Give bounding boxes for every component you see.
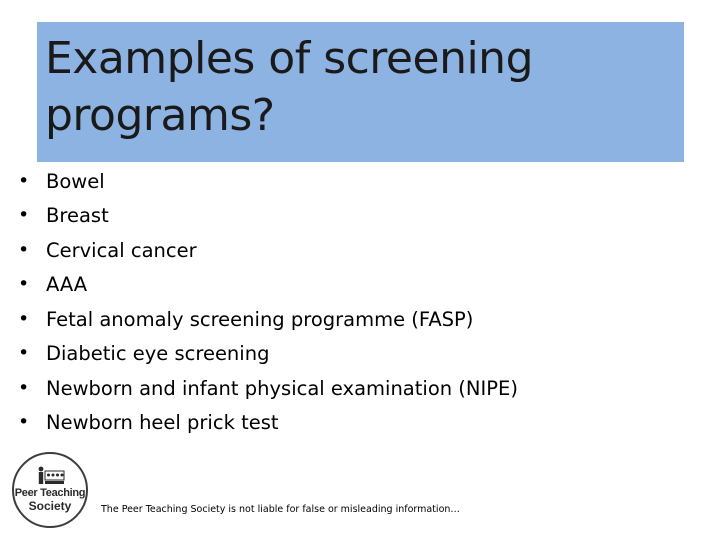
bullet-icon: •	[18, 376, 30, 399]
peer-teaching-society-logo	[12, 452, 88, 528]
list-item	[18, 233, 518, 268]
bullet-icon: •	[18, 169, 30, 192]
list-item-label: AAA	[46, 273, 88, 297]
list-item-label: Newborn heel prick test	[46, 411, 279, 435]
title-banner	[37, 22, 684, 162]
bullet-icon: •	[18, 273, 30, 296]
list-item	[18, 371, 518, 406]
list-item-label: Cervical cancer	[46, 238, 197, 262]
list-item	[18, 199, 518, 234]
list-item	[18, 302, 518, 337]
disclaimer-text: The Peer Teaching Society is not liable for false or misleading information…	[101, 504, 460, 515]
teacher-and-pupils-icon	[37, 466, 65, 486]
bullet-list	[18, 164, 518, 440]
list-item	[18, 337, 518, 372]
bullet-icon: •	[18, 411, 30, 434]
list-item-label: Newborn and infant physical examination (NIPE)	[46, 376, 518, 400]
list-item	[18, 164, 518, 199]
logo-text-line1: Peer Teaching	[14, 487, 86, 499]
bullet-icon: •	[18, 204, 30, 227]
list-item-label: Bowel	[46, 169, 105, 193]
list-item-label: Breast	[46, 204, 109, 228]
list-item	[18, 268, 518, 303]
list-item	[18, 406, 518, 441]
bullet-icon: •	[18, 238, 30, 261]
bullet-icon: •	[18, 307, 30, 330]
list-item-label: Diabetic eye screening	[46, 342, 270, 366]
logo-text-line2: Society	[28, 499, 72, 513]
bullet-icon: •	[18, 342, 30, 365]
list-item-label: Fetal anomaly screening programme (FASP)	[46, 307, 474, 331]
slide-title: Examples of screening programs?	[45, 33, 534, 141]
